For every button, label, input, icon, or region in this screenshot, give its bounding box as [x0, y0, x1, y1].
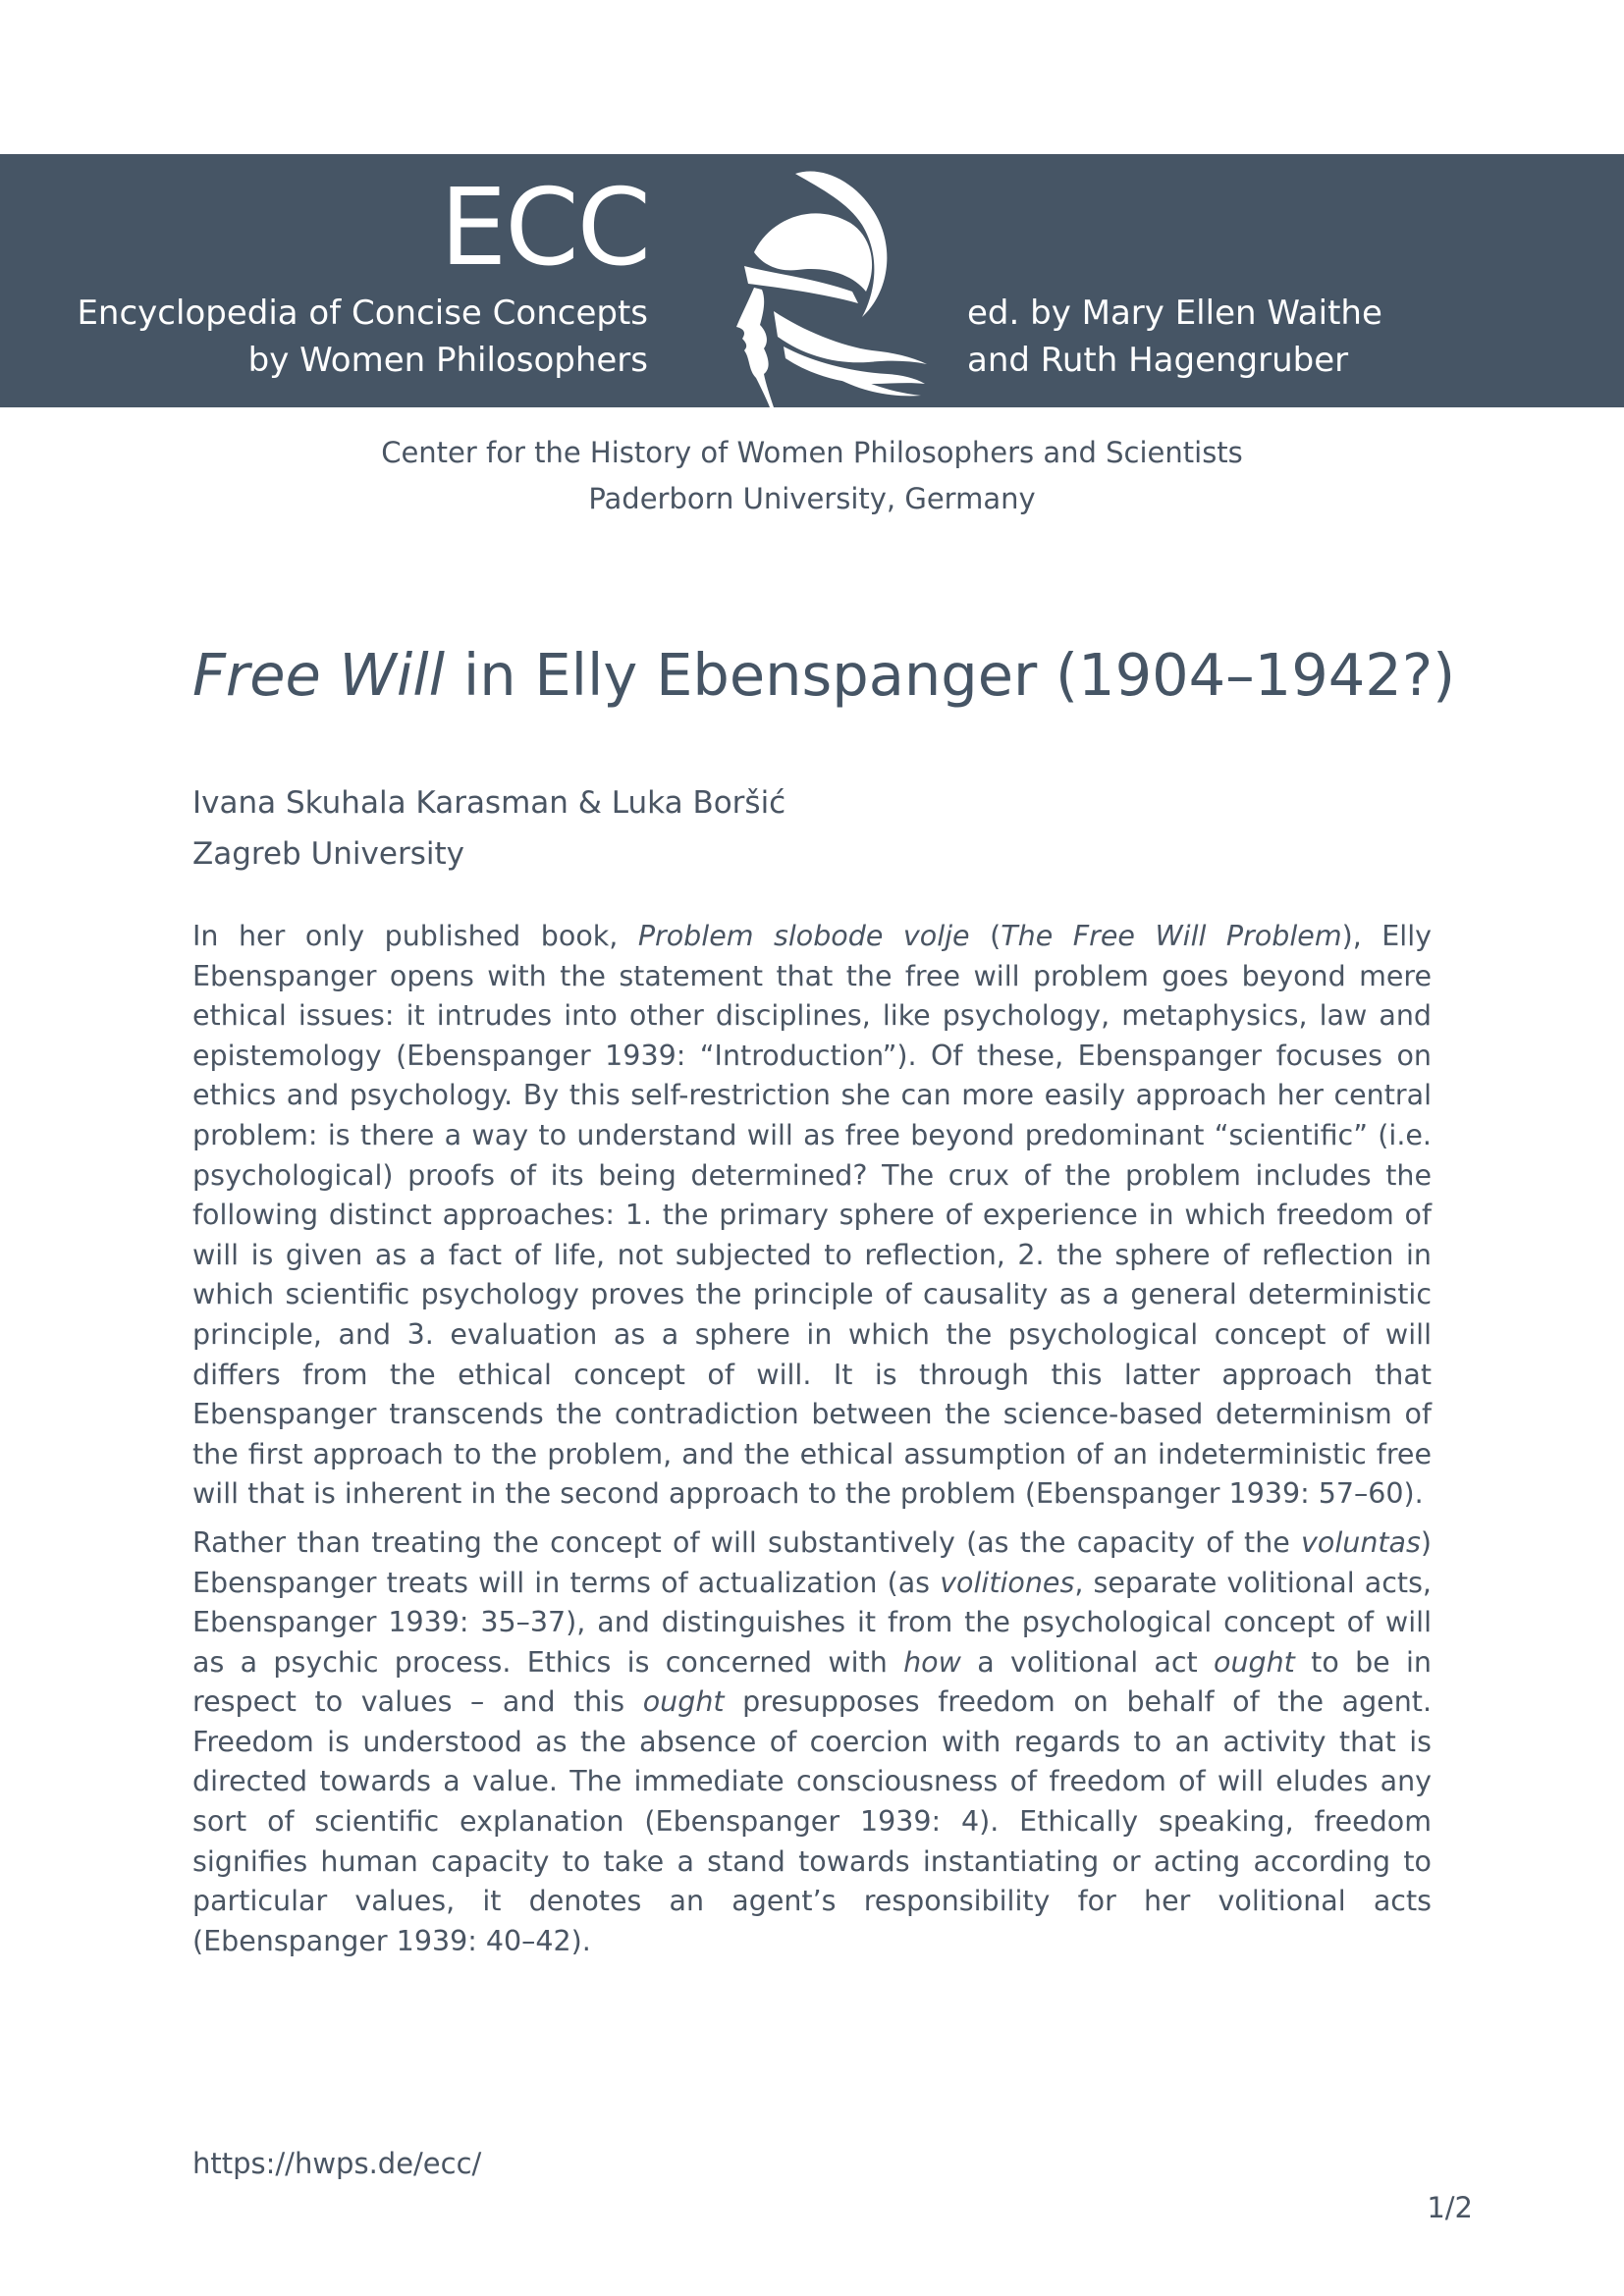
- editors: [967, 290, 1382, 384]
- authors: Ivana Skuhala Karasman & Luka Boršić: [192, 785, 786, 821]
- footer-url-link[interactable]: https://hwps.de/ecc/: [192, 2147, 482, 2180]
- affiliation: Zagreb University: [192, 836, 464, 872]
- italic-term: volitiones: [940, 1566, 1075, 1599]
- institution-line2: Paderborn University, Germany: [588, 482, 1036, 515]
- text-run: ), Elly Ebenspanger opens with the statement that the free will problem goes beyond mere ethical issues: it intrudes into other disciplines, like psychology, metaphysics, law and epistemology (Ebenspanger 1939: “Introduction”). Of these, Ebenspanger focuses on ethics and psychology. By this self-restriction she can more easily approach her central problem: is there a way to understand will as free beyond predominant “scientific” (i.e. psychological) proofs of its being determined? The crux of the problem includes the following distinct approaches: 1. the primary sphere of experience in which freedom of will is given as a fact of life, not subjected to reflection, 2. the sphere of reflection in which scientific psychology proves the principle of causality as a general deterministic principle, and 3. evaluation as a sphere in which the psychological concept of will differs from the ethical concept of will. It is through this latter approach that Ebenspanger transcends the contradiction between the science-based determinism of the first approach to the problem, and the ethical assumption of an indeterministic free will that is inherent in the second approach to the problem (Ebenspanger 1939: 57–60).: [192, 920, 1432, 1511]
- paragraph-2: [192, 1523, 1432, 1962]
- article-title: [192, 636, 1455, 715]
- book-title-translated: The Free Will Problem: [1001, 920, 1342, 952]
- text-run: presupposes freedom on behalf of the agent. Freedom is understood as the absence of coercion with regards to an activity that is directed towards a value. The immediate consciousness of freedom of will eludes any sort of scientific explanation (Ebenspanger 1939: 4). Ethically speaking, freedom signifies human capacity to take a stand towards instantiating or acting according to particular values, it denotes an agent’s responsibility for her volitional acts (Ebenspanger 1939: 40–42).: [192, 1685, 1432, 1957]
- institution-info: [0, 430, 1624, 522]
- text-run: to be in respect to values – and this: [192, 1645, 1432, 1719]
- text-run: (: [969, 920, 1001, 952]
- ecc-logo-text: ECC: [440, 167, 650, 290]
- text-run: ) Ebenspanger treats will in terms of actualization (as: [192, 1525, 1432, 1599]
- author-block: [192, 777, 785, 880]
- text-run: , separate volitional acts, Ebenspanger 1939: 35–37), and distinguishes it from the psychological concept of will as a psychic process. Ethics is concerned with: [192, 1566, 1432, 1679]
- italic-term: how: [903, 1645, 961, 1679]
- athena-helmet-icon: [715, 164, 927, 407]
- article-body: [192, 917, 1432, 1970]
- encyclopedia-title: [77, 290, 648, 384]
- article-title-rest: in Elly Ebenspanger (1904–1942?): [445, 641, 1456, 709]
- encyclopedia-title-line2: by Women Philosophers: [247, 341, 648, 380]
- paragraph-1: [192, 917, 1432, 1515]
- book-title-original: Problem slobode volje: [637, 920, 970, 952]
- header-banner: [0, 154, 1624, 407]
- text-run: In her only published book,: [192, 920, 638, 952]
- article-title-italic: Free Will: [192, 641, 446, 709]
- institution-line1: Center for the History of Women Philosophers and Scientists: [381, 436, 1243, 469]
- editors-line2: and Ruth Hagengruber: [967, 341, 1349, 380]
- page-number: 1/2: [1427, 2191, 1473, 2224]
- text-run: Rather than treating the concept of will substantively (as the capacity of the: [192, 1525, 1302, 1559]
- italic-term: voluntas: [1301, 1525, 1421, 1559]
- editors-line1: ed. by Mary Ellen Waithe: [967, 294, 1382, 333]
- italic-term: ought: [642, 1685, 725, 1719]
- encyclopedia-title-line1: Encyclopedia of Concise Concepts: [77, 294, 648, 333]
- italic-term: ought: [1214, 1645, 1295, 1679]
- text-run: a volitional act: [960, 1645, 1215, 1679]
